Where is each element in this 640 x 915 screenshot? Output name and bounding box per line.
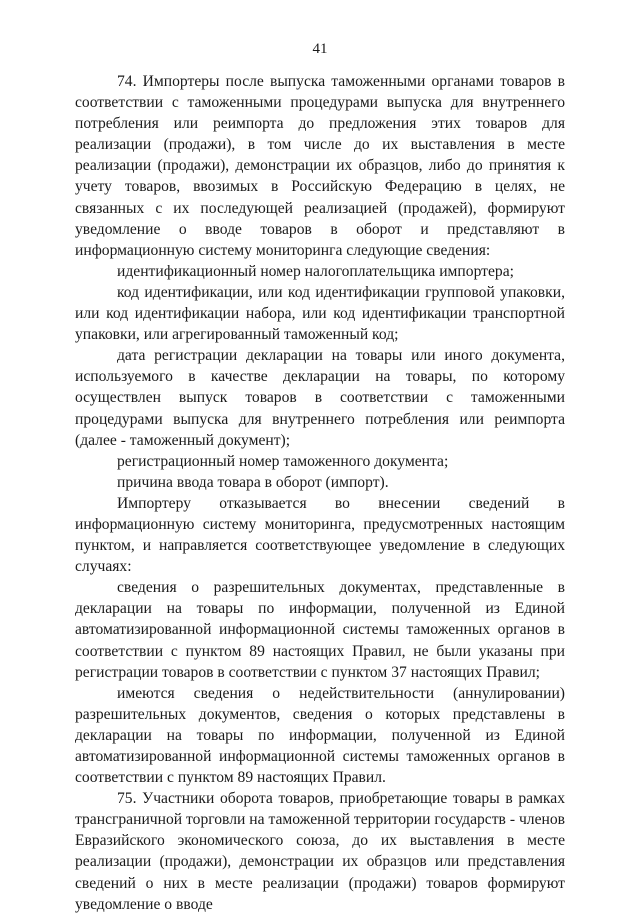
list-item-identification-code: код идентификации, или код идентификации групповой упаковки, или код идентификации набора, или код идентификации транспортной упаковки, или агрегированный таможенный код; — [75, 283, 565, 344]
list-item-inn: идентификационный номер налогоплательщика импортера; — [117, 262, 514, 280]
list-item-refusal-case-1: сведения о разрешительных документах, представленные в декларации на товары по информации, полученной из Единой автоматизированной информационной системы таможенных органов в соответствии с пунктом 89 настоящих Правил, не были указаны при регистрации товаров в соответствии с пунктом 37 настоящих Правил; — [75, 579, 565, 681]
list-item-customs-doc-number: регистрационный номер таможенного документа; — [117, 452, 449, 470]
page-number: 41 — [312, 41, 328, 57]
document-body — [75, 71, 565, 915]
list-item-reason: причина ввода товара в оборот (импорт). — [117, 473, 389, 491]
paragraph-74-intro: 74. Импортеры после выпуска таможенными органами товаров в соответствии с таможенными процедурами выпуска для внутреннего потребления или реимпорта до предложения этих товаров для реализации (продажи), в том числе до их выставления в месте реализации (продажи), демонстрации их образцов, либо до принятия к учету товаров, ввозимых в Российскую Федерацию в целях, не связанных с их последующей реализацией (продажей), формируют уведомление о вводе товаров в оборот и представляют в информационную систему мониторинга следующие сведения: — [75, 73, 565, 259]
list-item-declaration-date: дата регистрации декларации на товары или иного документа, используемого в качестве декларации на товары, по которому осуществлен выпуск товаров в соответствии с таможенными процедурами выпуска для внутреннего потребления или реимпорта (далее - таможенный документ); — [75, 347, 565, 449]
paragraph-75: 75. Участники оборота товаров, приобретающие товары в рамках трансграничной торговли на таможенной территории государств - членов Евразийского экономического союза, до их выставления в месте реализации (продажи), демонстрации их образцов или представления сведений о них в месте реализации (продажи) товаров формируют уведомление о вводе — [75, 790, 565, 913]
list-item-refusal-case-2: имеются сведения о недействительности (аннулировании) разрешительных документов, сведения о которых представлены в декларации на товары по информации, полученной из Единой автоматизированной информационной системы таможенных органов в соответствии с пунктом 89 настоящих Правил. — [75, 684, 565, 787]
paragraph-refusal: Импортеру отказывается во внесении сведений в информационную систему мониторинга, предусмотренных настоящим пунктом, и направляется соответствующее уведомление в следующих случаях: — [75, 494, 565, 576]
